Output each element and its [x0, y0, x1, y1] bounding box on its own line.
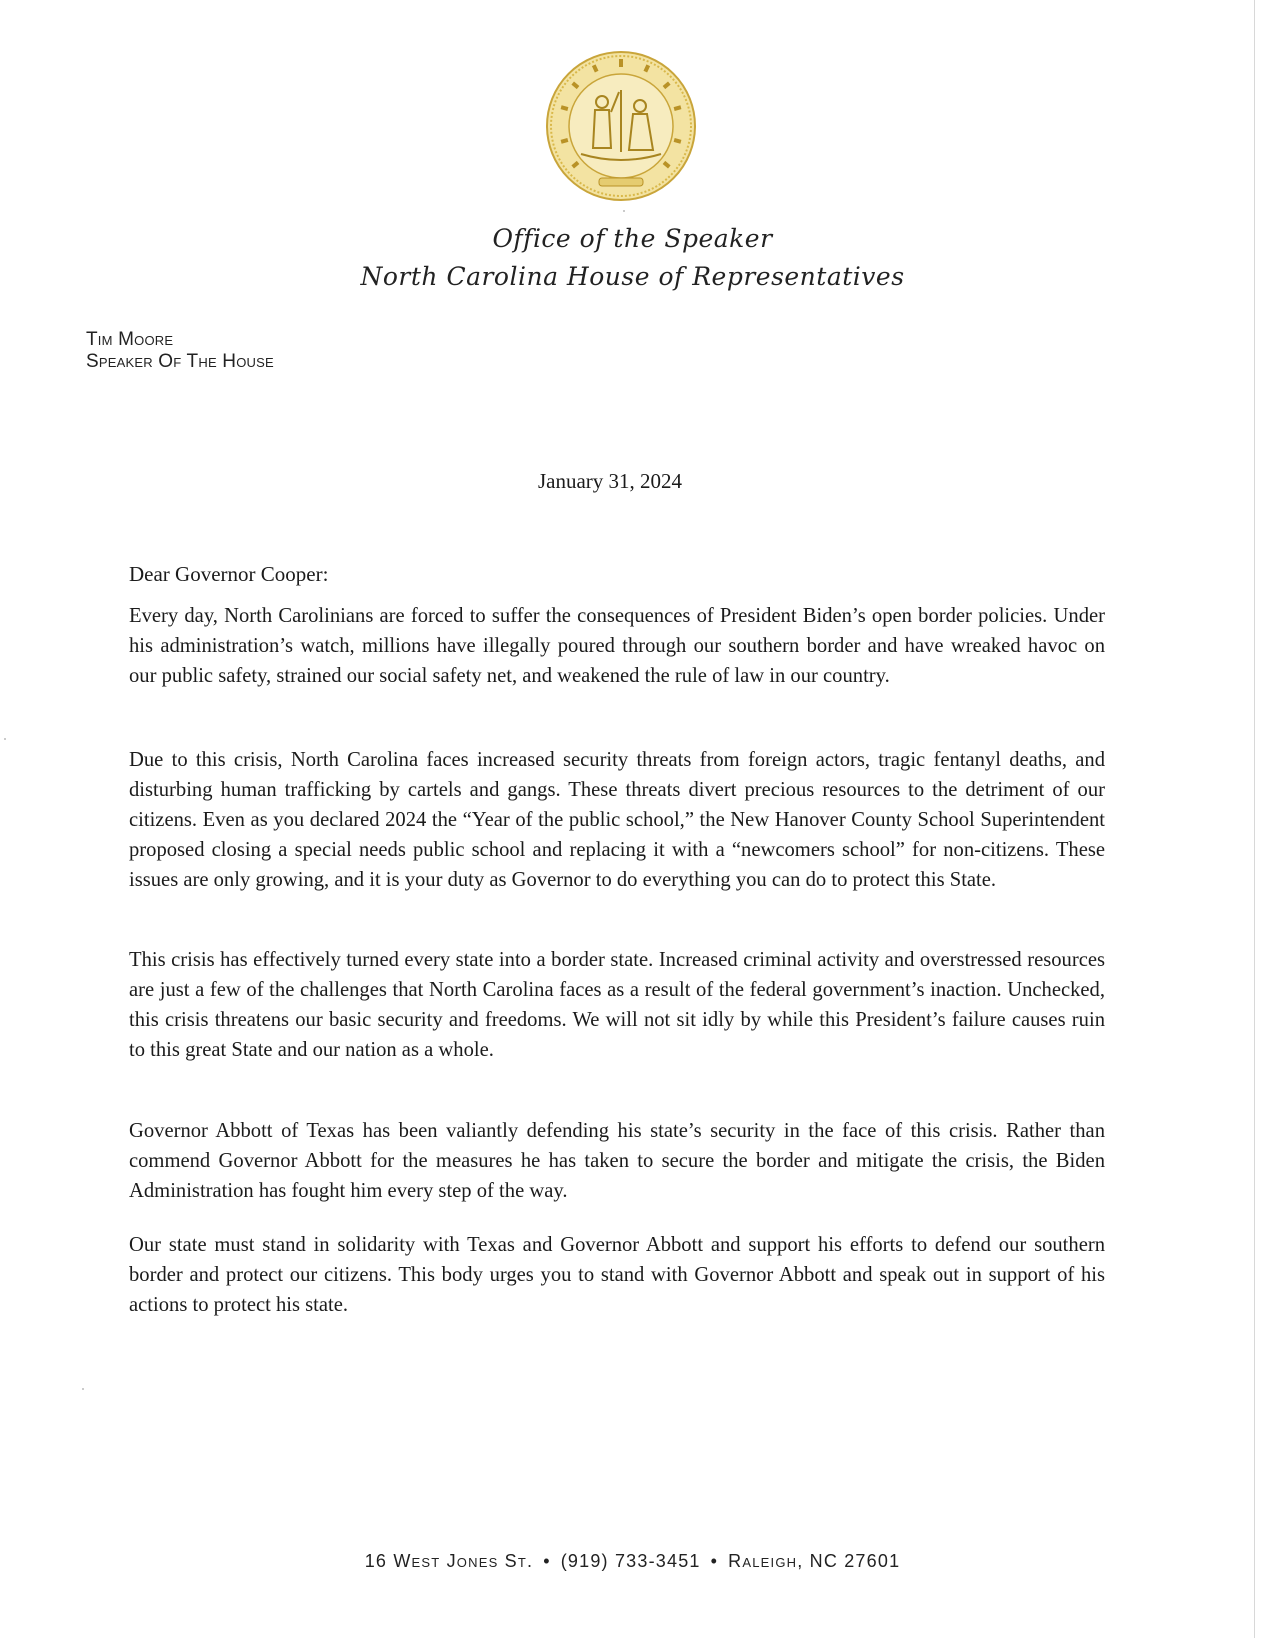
chamber-title: North Carolina House of Representatives	[360, 262, 905, 291]
sender-name: Tim Moore	[86, 329, 174, 350]
footer-city: Raleigh, NC 27601	[728, 1551, 901, 1571]
footer-street: 16 West Jones St.	[364, 1551, 534, 1571]
office-title: Office of the Speaker	[492, 224, 773, 253]
body-paragraph-2: Due to this crisis, North Carolina faces increased security threats from foreign actors, tragic fentanyl deaths, and disturbing human trafficking by cartels and gangs. These threats divert precious resources to the detriment of our citizens. Even as you declared 2024 the “Year of the public school,” the New Hanover County School Superintendent proposed closing a special needs public school and replacing it with a “newcomers school” for non-citizens. These issues are only growing, and it is your duty as Governor to do everything you can do to protect this State.	[129, 749, 1105, 891]
state-seal-icon	[545, 50, 697, 202]
body-paragraph-3: This crisis has effectively turned every state into a border state. Increased criminal activity and overstressed resources are just a few of the challenges that North Carolina faces as a result of the federal government’s inaction. Unchecked, this crisis threatens our basic security and freedoms. We will not sit idly by while this President’s failure causes ruin to this great State and our nation as a whole.	[129, 949, 1105, 1061]
body-paragraph-5: Our state must stand in solidarity with Texas and Governor Abbott and support his efforts to defend our southern border and protect our citizens. This body urges you to stand with Governor Abbott and speak out in support of his actions to protect his state.	[129, 1234, 1105, 1316]
salutation: Dear Governor Cooper:	[129, 562, 329, 586]
body-paragraph-1: Every day, North Carolinians are forced to suffer the consequences of President Biden’s open border policies. Under his administration’s watch, millions have illegally poured through our southern border and have wreaked havoc on our public safety, strained our social safety net, and weakened the rule of law in our country.	[129, 605, 1105, 687]
letter-date: January 31, 2024	[537, 469, 683, 493]
body-paragraph-4: Governor Abbott of Texas has been valiantly defending his state’s security in the face of this crisis. Rather than commend Governor Abbott for the measures he has taken to secure the border and mitigate the crisis, the Biden Administration has fought him every step of the way.	[129, 1120, 1105, 1202]
sender-title: Speaker Of The House	[86, 351, 274, 372]
footer-phone: (919) 733-3451	[560, 1551, 701, 1571]
footer-address-bar	[0, 1551, 1265, 1572]
footer-separator: •	[710, 1551, 719, 1571]
footer-separator: •	[543, 1551, 551, 1571]
scan-speck	[4, 738, 6, 740]
scan-speck	[82, 1388, 84, 1390]
scan-speck	[623, 210, 625, 212]
